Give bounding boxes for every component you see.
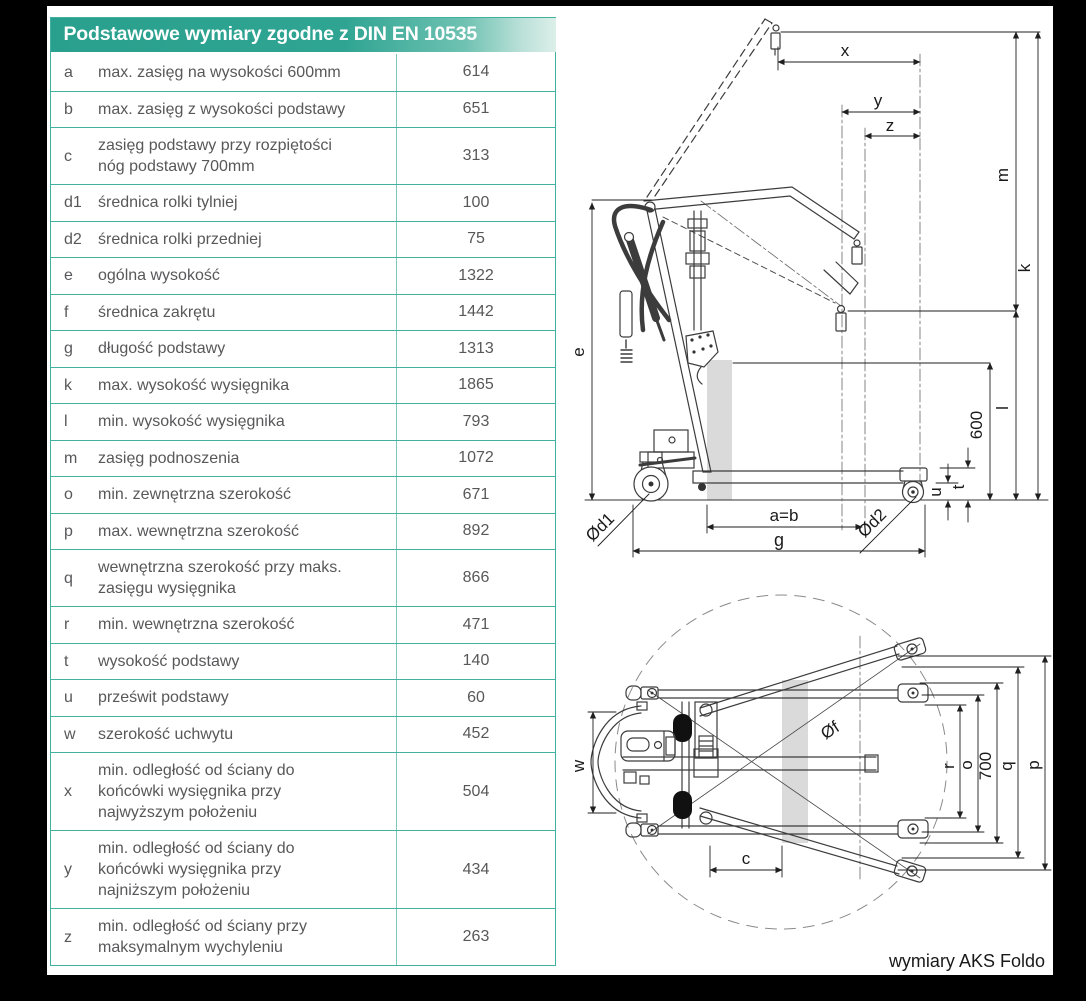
row-value: 614 [396, 54, 555, 91]
row-value: 1313 [396, 331, 555, 367]
row-label: średnica rolki tylniej [98, 194, 238, 212]
row-label: min. zewnętrzna szerokość [98, 486, 291, 504]
row-label: min. wewnętrzna szerokość [98, 616, 295, 634]
row-key: z [64, 928, 72, 946]
row-label: średnica rolki przedniej [98, 230, 262, 248]
dim-label-p: p [1024, 760, 1043, 770]
row-key: k [64, 376, 72, 394]
row-label: min. odległość od ściany do końcówki wysięgnika przy najniższym położeniu [98, 840, 295, 899]
row-value: 471 [396, 607, 555, 643]
row-label: średnica zakrętu [98, 303, 216, 321]
row-label: max. zasięg z wysokości podstawy [98, 100, 346, 118]
dim-label-k: k [1015, 263, 1034, 273]
row-key: d1 [64, 194, 82, 212]
table-row [51, 513, 555, 550]
row-key: q [64, 569, 73, 587]
dim-label-u: u [926, 487, 945, 497]
row-label: min. odległość od ściany przy maksymalnym wychyleniu [98, 918, 307, 956]
table-row [51, 127, 555, 184]
dim-label-ab: a=b [769, 506, 799, 525]
row-value: 892 [396, 514, 555, 550]
dim-label-w: w [569, 759, 588, 773]
row-key: t [64, 652, 69, 670]
table-row [51, 330, 555, 367]
row-label: min. wysokość wysięgnika [98, 413, 285, 431]
table-row [51, 440, 555, 477]
table-row [51, 294, 555, 331]
dim-label-600: 600 [967, 410, 986, 440]
row-key: g [64, 340, 73, 358]
row-label: zasięg podstawy przy rozpiętości nóg podstawy 700mm [98, 137, 332, 175]
table-row [51, 91, 555, 128]
row-label: wysokość podstawy [98, 652, 240, 670]
row-value: 1072 [396, 441, 555, 477]
row-key: d2 [64, 230, 82, 248]
table-row [51, 830, 555, 908]
row-value: 452 [396, 717, 555, 753]
dim-label-d1: Ød1 [582, 509, 619, 546]
row-label: ogólna wysokość [98, 267, 220, 285]
table-row [51, 184, 555, 221]
row-value: 140 [396, 644, 555, 680]
row-key: a [64, 63, 73, 81]
row-key: o [64, 486, 73, 504]
dim-label-c: c [741, 849, 751, 868]
dim-label-g: g [773, 530, 785, 550]
dim-label-700: 700 [976, 751, 995, 781]
row-key: w [64, 725, 76, 743]
dim-label-d2: Ød2 [854, 505, 891, 542]
spec-table-body [51, 54, 555, 965]
row-value: 866 [396, 550, 555, 606]
row-value: 671 [396, 477, 555, 513]
dim-label-m: m [993, 167, 1012, 183]
row-label: prześwit podstawy [98, 689, 229, 707]
dim-label-z: z [885, 116, 895, 135]
page [47, 6, 1053, 975]
dim-label-f: Øf [817, 717, 843, 744]
table-row [51, 606, 555, 643]
row-value: 1322 [396, 258, 555, 294]
dim-label-x: x [840, 41, 850, 60]
row-value: 263 [396, 909, 555, 965]
dim-label-q: q [997, 761, 1016, 771]
wall-column [707, 360, 732, 500]
dim-label-e: e [569, 347, 588, 357]
row-value: 1442 [396, 295, 555, 331]
table-row [51, 367, 555, 404]
table-title: Podstawowe wymiary zgodne z DIN EN 10535 [63, 23, 478, 45]
row-label: długość podstawy [98, 340, 226, 358]
table-row [51, 752, 555, 830]
spec-table-header [51, 18, 556, 52]
row-value: 434 [396, 831, 555, 908]
row-value: 1865 [396, 368, 555, 404]
table-row [51, 549, 555, 606]
row-value: 75 [396, 222, 555, 258]
wall-column-top [782, 680, 808, 843]
row-key: c [64, 147, 72, 165]
top-view [569, 595, 1051, 929]
row-label: szerokość uchwytu [98, 725, 234, 743]
dim-label-t: t [949, 484, 968, 490]
table-row [51, 908, 555, 965]
row-label: min. odległość od ściany do końcówki wysięgnika przy najwyższym położeniu [98, 762, 295, 821]
spec-table [50, 17, 556, 966]
row-key: x [64, 783, 72, 800]
row-key: r [64, 616, 70, 634]
drawing-caption: wymiary AKS Foldo [888, 951, 1045, 971]
row-value: 793 [396, 404, 555, 440]
row-key: u [64, 689, 73, 707]
table-row [51, 54, 555, 91]
dim-label-o: o [957, 760, 976, 770]
dim-label-y: y [873, 91, 883, 110]
table-row [51, 476, 555, 513]
row-key: y [64, 861, 72, 878]
table-row [51, 221, 555, 258]
dim-label-l: l [993, 406, 1012, 410]
row-label: wewnętrzna szerokość przy maks. zasięgu wysięgnika [98, 559, 342, 597]
row-key: m [64, 449, 78, 467]
row-key: f [64, 303, 69, 321]
table-row [51, 679, 555, 716]
row-label: zasięg podnoszenia [98, 449, 240, 467]
row-key: b [64, 100, 73, 118]
row-label: max. wysokość wysięgnika [98, 376, 290, 394]
table-row [51, 403, 555, 440]
row-label: max. wewnętrzna szerokość [98, 522, 299, 540]
row-key: p [64, 522, 73, 540]
table-row [51, 257, 555, 294]
row-label: max. zasięg na wysokości 600mm [98, 63, 341, 81]
table-row [51, 716, 555, 753]
row-value: 313 [396, 128, 555, 184]
row-key: l [64, 413, 68, 431]
side-view [569, 19, 1048, 557]
row-value: 60 [396, 680, 555, 716]
row-value: 100 [396, 185, 555, 221]
table-row [51, 643, 555, 680]
row-key: e [64, 267, 73, 285]
row-value: 651 [396, 92, 555, 128]
dim-label-r: r [939, 763, 958, 769]
row-value: 504 [396, 753, 555, 830]
